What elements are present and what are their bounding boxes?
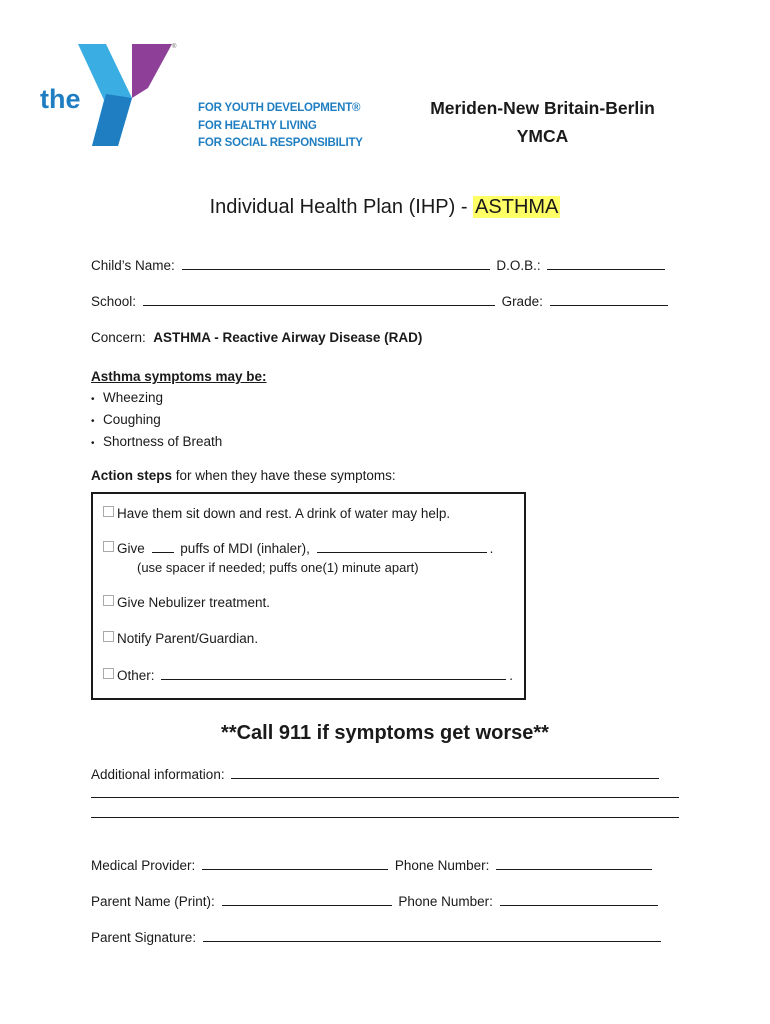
- org-name-line1: Meriden-New Britain-Berlin: [430, 98, 655, 118]
- additional-info-line-3[interactable]: [91, 817, 679, 818]
- medical-provider-row: [91, 857, 655, 873]
- checkbox[interactable]: [103, 595, 114, 606]
- additional-info-row: [91, 766, 662, 782]
- concern-row: [91, 330, 422, 345]
- option-other[interactable]: Other: .: [103, 667, 513, 683]
- parent-signature-label: Parent Signature:: [91, 930, 197, 945]
- other-field[interactable]: [161, 667, 506, 680]
- additional-info-label: Additional information:: [91, 767, 225, 782]
- title-highlight: ASTHMA: [475, 196, 559, 218]
- school-row: [91, 293, 671, 309]
- org-name: [400, 94, 685, 150]
- grade-field[interactable]: [550, 293, 668, 306]
- action-steps-label: Action steps: [91, 468, 173, 483]
- tagline-youth: FOR YOUTH DEVELOPMENT®: [198, 102, 361, 114]
- checkbox[interactable]: [103, 668, 114, 679]
- logo-ymca-mark: YMCA: [133, 125, 156, 152]
- parent-signature-field[interactable]: [203, 929, 661, 942]
- option-mdi[interactable]: Give puffs of MDI (inhaler), .: [103, 540, 493, 556]
- symptoms-heading: Asthma symptoms may be:: [91, 369, 267, 384]
- action-steps-box: [91, 492, 526, 700]
- parent-name-row: [91, 893, 661, 909]
- medical-provider-label: Medical Provider:: [91, 858, 196, 873]
- child-name-row: [91, 257, 668, 273]
- dob-field[interactable]: [547, 257, 665, 270]
- list-item: • Wheezing: [91, 390, 164, 405]
- child-name-label: Child’s Name:: [91, 258, 175, 273]
- concern-label: Concern:: [91, 330, 146, 345]
- ymca-logo: [20, 36, 380, 158]
- title-main: Individual Health Plan (IHP) -: [209, 196, 474, 218]
- school-field[interactable]: [143, 293, 495, 306]
- symptoms-list: [91, 388, 222, 454]
- action-steps-intro: [91, 468, 396, 483]
- list-item: • Coughing: [91, 412, 161, 427]
- mdi-note: (use spacer if needed; puffs one(1) minute apart): [137, 560, 419, 575]
- parent-phone-field[interactable]: [500, 893, 658, 906]
- checkbox[interactable]: [103, 541, 114, 552]
- concern-value: ASTHMA - Reactive Airway Disease (RAD): [153, 330, 423, 345]
- option-nebulizer[interactable]: Give Nebulizer treatment.: [103, 595, 270, 610]
- action-steps-rest: for when they have these symptoms:: [172, 468, 396, 483]
- org-name-line2: YMCA: [516, 126, 569, 146]
- child-name-field[interactable]: [182, 257, 490, 270]
- provider-phone-field[interactable]: [496, 857, 652, 870]
- tagline-healthy: FOR HEALTHY LIVING: [198, 119, 317, 132]
- school-label: School:: [91, 294, 137, 309]
- additional-info-line-2[interactable]: [91, 797, 679, 798]
- medical-provider-field[interactable]: [202, 857, 388, 870]
- checkbox[interactable]: [103, 631, 114, 642]
- svg-text:®: ®: [172, 44, 177, 50]
- parent-signature-row: [91, 929, 664, 945]
- phone-label: Phone Number:: [398, 894, 493, 909]
- parent-name-label: Parent Name (Print):: [91, 894, 215, 909]
- option-rest[interactable]: Have them sit down and rest. A drink of water may help.: [103, 506, 450, 521]
- call-911-warning: **Call 911 if symptoms get worse**: [221, 722, 549, 744]
- parent-name-field[interactable]: [222, 893, 392, 906]
- page-title: [0, 196, 770, 219]
- puffs-count-field[interactable]: [152, 540, 174, 553]
- logo-the-word: the: [40, 84, 81, 114]
- tagline-social: FOR SOCIAL RESPONSIBILITY: [198, 137, 363, 149]
- additional-info-field[interactable]: [231, 766, 659, 779]
- dob-label: D.O.B.:: [496, 258, 541, 273]
- logo-taglines: [198, 100, 388, 153]
- checkbox[interactable]: [103, 506, 114, 517]
- grade-label: Grade:: [501, 294, 543, 309]
- phone-label: Phone Number:: [394, 858, 490, 873]
- option-notify[interactable]: Notify Parent/Guardian.: [103, 631, 258, 646]
- list-item: • Shortness of Breath: [91, 434, 223, 449]
- mdi-name-field[interactable]: [317, 540, 487, 553]
